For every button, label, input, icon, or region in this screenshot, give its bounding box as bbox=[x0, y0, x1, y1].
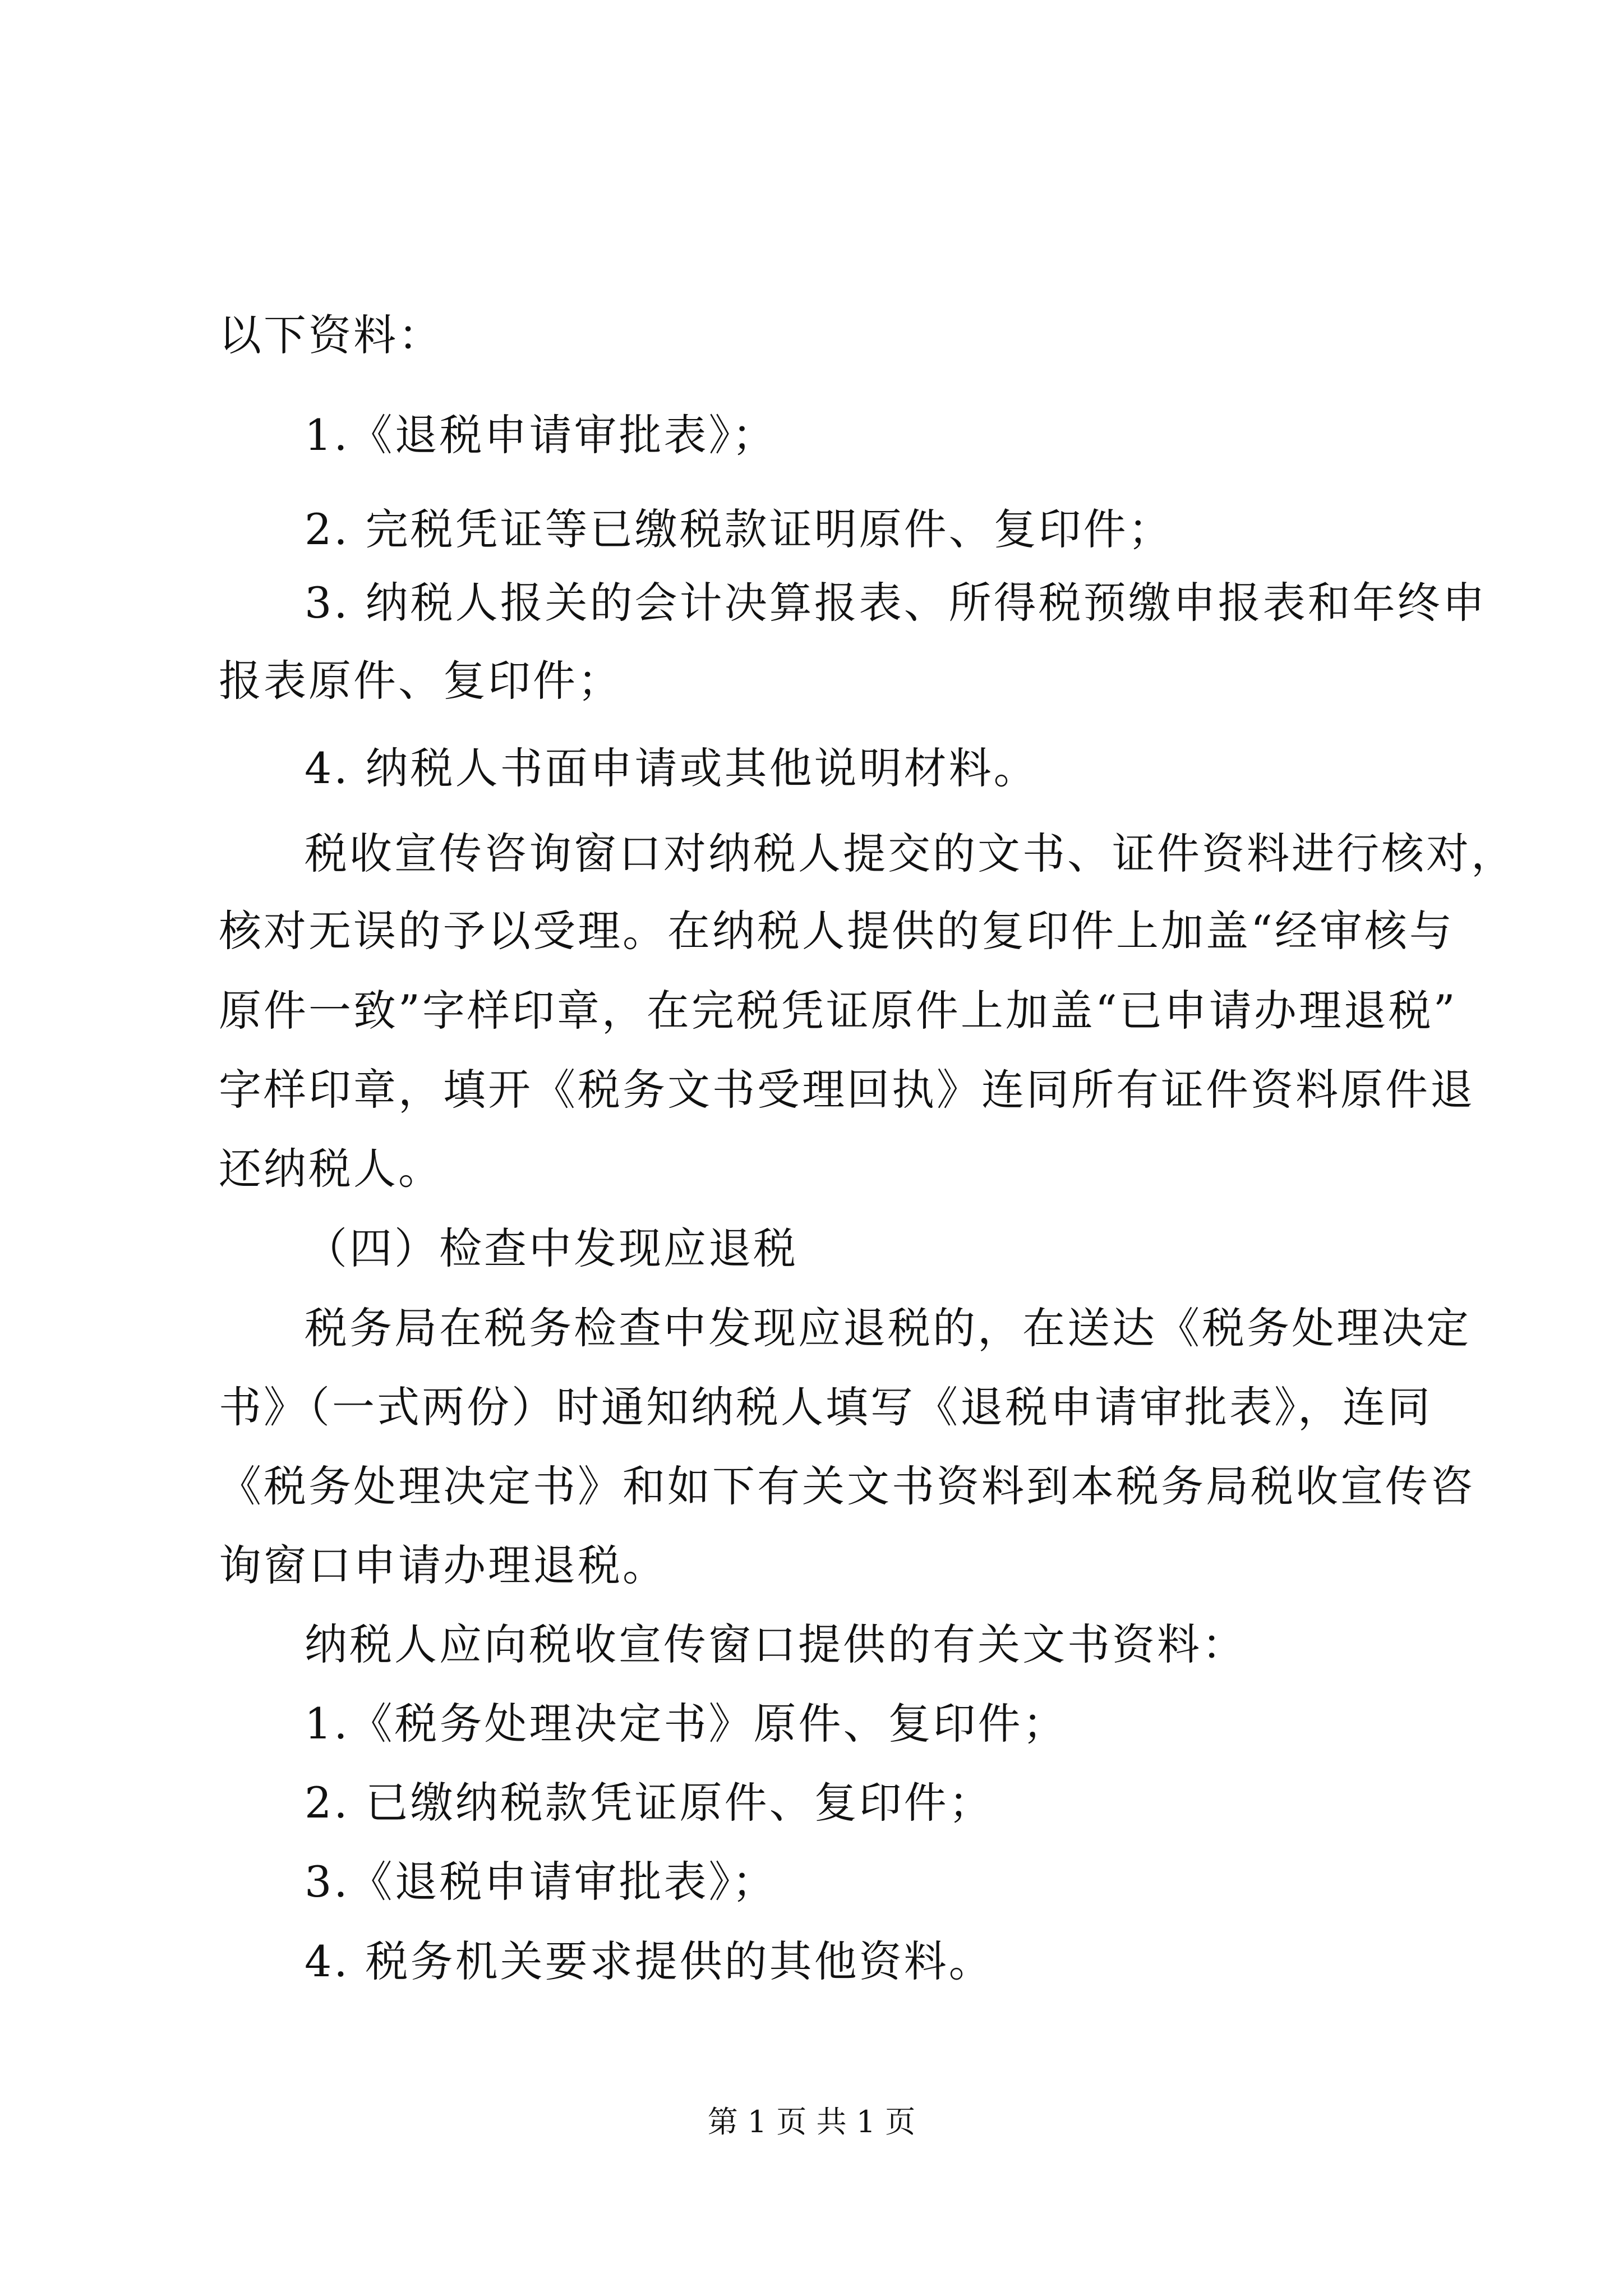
section-heading: （四）检查中发现应退税 bbox=[305, 1223, 798, 1273]
list-item: 2. 已缴纳税款凭证原件、复印件； bbox=[305, 1778, 994, 1828]
list-item: 4. 税务机关要求提供的其他资料。 bbox=[305, 1936, 994, 1986]
paragraph-line: 书》（一式两份）时通知纳税人填写《退税申请审批表》，连同 bbox=[219, 1382, 1432, 1432]
paragraph-line: 《税务处理决定书》和如下有关文书资料到本税务局税收宣传咨 bbox=[219, 1461, 1475, 1511]
list-item: 1.《退税申请审批表》； bbox=[305, 410, 777, 460]
paragraph-line: 原件一致”字样印章，在完税凭证原件上加盖“已申请办理退税” bbox=[219, 986, 1458, 1036]
paragraph-line: 税收宣传咨询窗口对纳税人提交的文书、证件资料进行核对， bbox=[305, 829, 1516, 878]
paragraph-line: 纳税人应向税收宣传窗口提供的有关文书资料： bbox=[305, 1619, 1247, 1669]
list-item: 2. 完税凭证等已缴税款证明原件、复印件； bbox=[305, 504, 1173, 554]
paragraph-line: 询窗口申请办理退税。 bbox=[219, 1540, 667, 1590]
list-item: 4. 纳税人书面申请或其他说明材料。 bbox=[305, 743, 1039, 793]
paragraph-line: 还纳税人。 bbox=[219, 1144, 443, 1194]
list-item: 3. 纳税人报关的会计决算报表、所得税预缴申报表和年终申 bbox=[305, 578, 1487, 628]
paragraph-line: 字样印章，填开《税务文书受理回执》连同所有证件资料原件退 bbox=[219, 1065, 1475, 1115]
page-number-footer: 第 1 页 共 1 页 bbox=[707, 2104, 916, 2139]
list-item: 3.《退税申请审批表》； bbox=[305, 1857, 777, 1907]
text-line: 以下资料： bbox=[219, 310, 443, 360]
text-line: 报表原件、复印件； bbox=[219, 656, 623, 706]
list-item: 1.《税务处理决定书》原件、复印件； bbox=[305, 1699, 1068, 1749]
paragraph-line: 核对无误的予以受理。在纳税人提供的复印件上加盖“经审核与 bbox=[219, 906, 1454, 956]
paragraph-line: 税务局在税务检查中发现应退税的，在送达《税务处理决定 bbox=[305, 1303, 1471, 1353]
